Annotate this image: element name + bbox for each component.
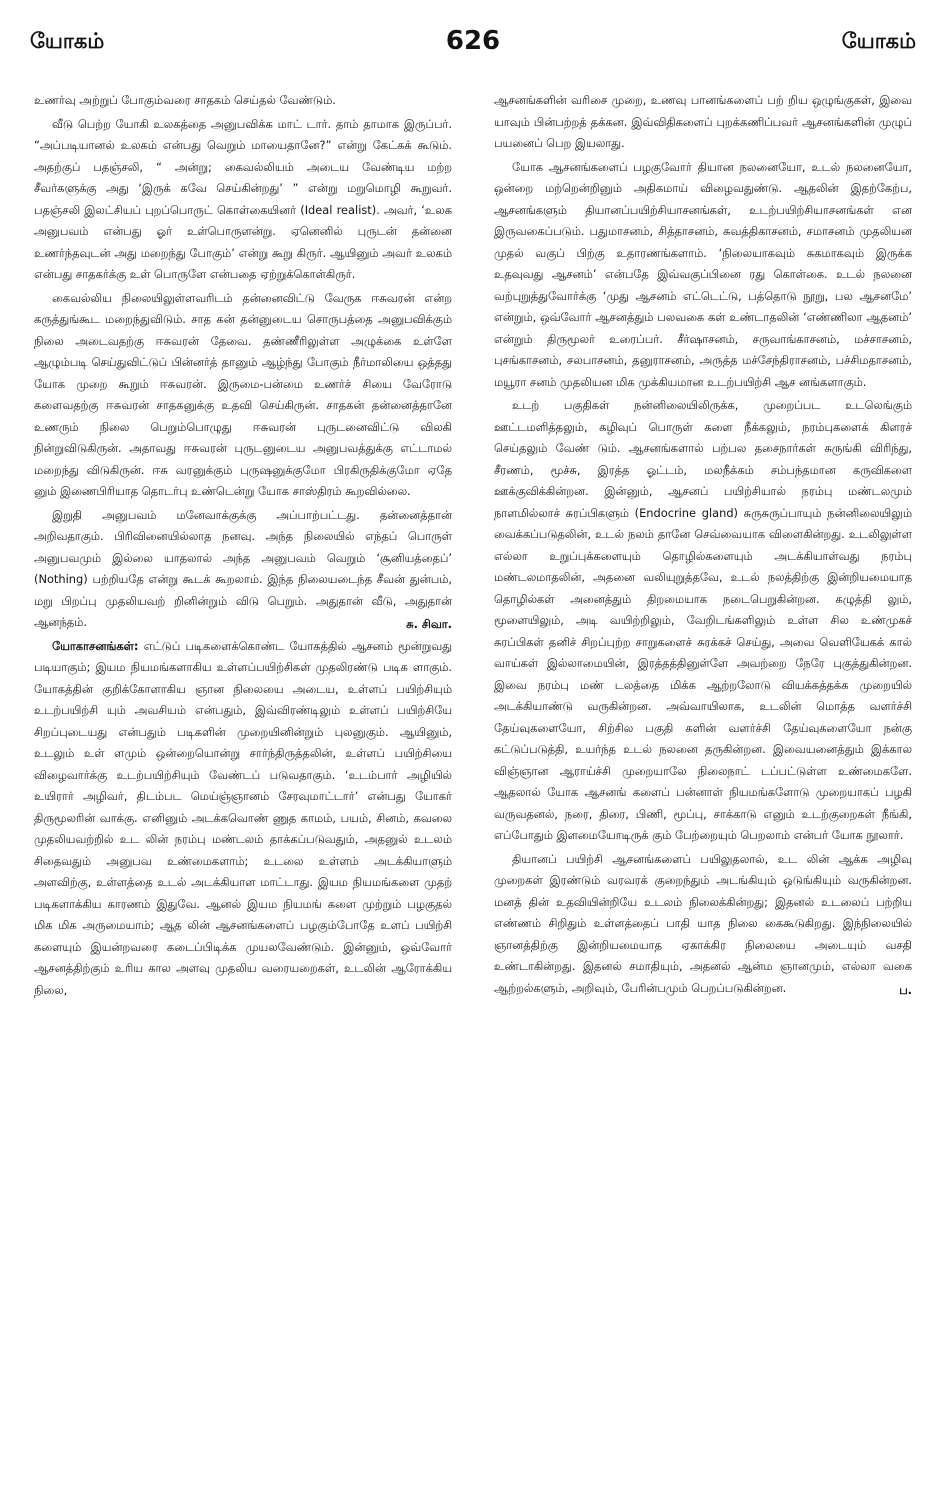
page-header [30, 26, 916, 66]
left-paragraph-1: உணர்வு அற்றுப் போகும்வரை சாதகம் செய்தல் வேண்டும். [34, 93, 336, 107]
author-signature-right: ப. [899, 982, 912, 997]
author-signature-left: சு. சிவா. [406, 617, 452, 631]
right-column [494, 90, 912, 1480]
right-paragraph-3: உடற் பகுதிகள் நன்னிலையிலிருக்க, முறைப்பட உடலெங்கும் ஊட்டமளித்தலும், கழிவுப் பொருள் களை நீக்கலும், நரம்புகளைக் கிளரச் செய்தலும் வேண் டும். ஆசனங்களால் பற்பல தசைநார்கள் சுருங்கி விரிந்து, சீரணம், மூச்சு, இரத்த ஓட்டம், மலநீக்கம் சம்பந்தமான கருவிகளை ஊக்குவிக்கின்றன. இன்னும், ஆசனப் பயிற்சியால் நரம்பு மண்டலமும் நாளமில்லாச் சுரப்பிகளும் (Endocrine gland) சுருசுருப்பாயும் நன்னிலையிலும் வைக்கப்படுதலின், உடல் நலம் தானே செவ்வையாக விளைகின்றது. உடலிலுள்ள எல்லா உறுப்புக்களையும் தொழில்களையும் அடக்கியாள்வது நரம்பு மண்டலமாதலின், அதனை வலியுறுத்தவே, உடல் நலத்திற்கு இன்றியமையாத தொழில்கள் அனைத்தும் திறமையாக நடைபெறுகின்றன. கழுத்தி லும், மூளையிலும், அடி வயிற்றிலும், வேறிடங்களிலும் உள்ள சில உண்முகச் சுரப்பிகள் தனிச் சிறப்புற்ற சாறுகளைச் சுரக்கச் செய்து, அவை வெளியேகக் கால் வாய்கள் இல்லாமையின், இரத்தத்தினுள்ளே அவற்றை நேரே புகுத்துகின்றன. இவை நரம்பு மண் டலத்தை மிக்க ஆற்றலோடு வியக்கத்தக்க முறையில் அடக்கியாண்டு வருகின்றன. அவ்வாயிலாக, உடலின் மொத்த வளர்ச்சி தேய்வுகளையோ, சிற்சில பகுதி களின் வளர்ச்சி தேய்வுகளையோ நன்கு கட்டுப்படுத்தி, உயர்ந்த உடல் நலனை தருகின்றன. இவையனைத்தும் இக்கால விஞ்ஞான ஆராய்ச்சி முறையாலே நிலைநாட் டப்பட்டுள்ள உண்மைகளே. ஆதலால் யோக ஆசனங் களைப் பன்னாள் நியமங்களோடு முறையாகப் பழகி வருவதனல், நரை, திரை, பிணி, மூப்பு, சாக்காடு எனும் உடற்குறைகள் நீங்கி, எப்போதும் இளமையோடிருக் கும் பேற்றையும் பெறலாம் என்பர் யோக நூலார். [494, 398, 912, 842]
running-title-right: யோகம் [841, 29, 916, 53]
right-paragraph-4: தியானப் பயிற்சி ஆசனங்களைப் பயிலுதலால், உட லின் ஆக்க அழிவு முறைகள் இரண்டும் வரவரக் குறைந்தும் அடங்கியும் ஒடுங்கியும் வருகின்றன. மனத் தின் உதவியின்றியே உடலம் நிலைக்கின்றது; இதனல் உடலைப் பற்றிய எண்ணம் சிறிதும் உள்ளத்தைப் பாதி யாத நிலை கைகூடுகிறது. இந்நிலையில் ஞானத்திற்கு இன்றியமையாத ஏகாக்கிர நிலையை அடையும் வசதி உண்டாகின்றது. இதனல் சமாதியும், அதனல் ஆன்ம ஞானமும், எல்லா வகை ஆற்றல்களும், அறிவும், பேரின்பமும் பெறப்படுகின்றன. [494, 851, 912, 995]
page-number: 626 [445, 26, 501, 56]
left-paragraph-4: இறுதி அனுபவம் மனேவாக்குக்கு அப்பாற்பட்டது. தன்னைத்தான் அறிவதாகும். பிரிவினையில்லாத நனவு. அந்த நிலையில் எந்தப் பொருள் அனுபவமும் இல்லை யாதலால் அந்த அனுபவம் வெறும் ‘சூனியத்தைப்’ (Nothing) பற்றியதே என்று கூடக் கூறலாம். இந்த நிலையடைந்த சீவன் துன்பம், மறு பிறப்பு முதலியவற் றினின்றும் விடு பெறும். அதுதான் வீடு, அதுதான் ஆனந்தம். [34, 507, 452, 629]
left-paragraph-5-body: எட்டுப் படிகளைக்கொண்ட யோகத்தில் ஆசனம் மூன்றுவது படியாகும்; இயம நியமங்களாகிய உள்ளப்பயிற்சிகள் முதலிரண்டு படிக ளாகும். யோகத்தின் குறிக்கோளாகிய ஞான நிலையை அடைய, உள்ளப் பயிற்சியும் உடற்பயிற்சி யும் அவசியம் என்பதும், இவ்விரண்டிலும் உள்ளப் பயிற்சியே சிறப்புடையது என்பதும் படிகளின் முறையினின்றும் புலனுகும். ஆயினும், உடலும் உள் ளமும் ஒன்றையொன்று சார்ந்திருத்தலின், உள்ளப் பயிற்சியை விழைவார்க்கு உடற்பயிற்சியும் வேண்டப் படுவதாகும். ‘உடம்பார் அழியில் உயிரார் அழிவர், திடம்பட மெய்ஞ்ஞானம் சேரவுமாட்டார்’ என்பது யோகர் திருமூலரின் வாக்கு. எனினும் அடக்கவொண் ணுத காமம், பயம், சினம், கவலை முதலியவற்றில் உட லின் நரம்பு மண்டலம் தாக்கப்படுவதும், அதனுல் உடலம் சிதைவதும் அனுபவ உண்மைகளாம்; உடலை உள்ளம் அடக்கியாளும் அளவிற்கு, உள்ளத்தை உடல் அடக்கியாள மாட்டாது. இயம நியமங்களை முதற் படிகளாக்கிய காரணம் இதுவே. ஆனல் இயம நியமங் களை முற்றும் பழகுதல் மிக மிக அருமையாம்; ஆத லின் ஆசனங்களைப் பழகும்போதே உளப் பயிற்சி களையும் இயன்றவரை கடைப்பிடிக்க முயலவேண்டும். இன்னும், ஒவ்வோர் ஆசனத்திற்கும் உரிய கால அளவு முதலிய வரையறைகள், உடலின் ஆரோக்கிய நிலை, [34, 638, 452, 997]
section-heading-yogasanas: யோகாசனங்கள்: [52, 638, 139, 653]
left-paragraph-2: வீடு பெற்ற யோகி உலகத்தை அனுபவிக்க மாட் டார். தாம் தாமாக இருப்பர். “அப்படியானல் உலகம் என்பது வெறும் மாயைதானே?” என்று கேட்கக் கூடும். அதற்குப் பதஞ்சலி, “ அன்று; கைவல்லியம் அடைய வேண்டிய மற்ற சீவர்களுக்கு அது ‘இருக் கவே செய்கின்றது’ ” என்று மறுமொழி கூறுவர். பதஞ்சலி இலட்சியப் புறப்பொருட் கொள்கையினர் (Ideal realist). அவர், ‘உலக அனுபவம் என்பது ஓர் உள்பொருளன்று. ஏனெனில் புருடன் தன்னை உணர்ந்தவுடன் அது மறைந்து போகும்’ என்று கூறு கிருர். ஆயினும் அவர் உலகம் என்பது சாதகர்க்கு உள் பொருளே என்பதை ஏற்றுக்கொள்கிருர். [34, 116, 452, 281]
right-paragraph-1: ஆசனங்களின் வரிசை முறை, உணவு பானங்களைப் பற் றிய ஒழுங்குகள், இவை யாவும் பின்பற்றத் தக்கன. இவ்விதிகளைப் புறக்கணிப்பவர் ஆசனங்களின் முழுப் பயனைப் பெற இயலாது. [494, 93, 912, 150]
left-column [34, 90, 452, 1480]
left-paragraph-3: கைவல்லிய நிலையிலுள்ளவரிடம் தன்னைவிட்டு வேருக ஈசுவரன் என்ற கருத்துங்கூட மறைந்துவிடும். சாத கன் தன்னுடைய சொருபத்தை அனுபவிக்கும் நிலை அடைவதற்கு ஈசுவரன் தேவை. தண்ணீரிலுள்ள அழுக்கை உள்ளே ஆழும்படி செய்துவிட்டுப் பின்னர்த் தானும் ஆழ்ந்து போகும் நீர்மாலியை ஒத்தது யோக முறை கூறும் ஈசுவரன். இருமை-பன்மை உணர்ச் சியை வேரோடு களைவதற்கு ஈசுவரன் சாதகனுக்கு உதவி செய்கிருன். சாதகன் தன்னைத்தானே உணரும் நிலை பெறும்பொழுது ஈசுவரன் புருடனைவிட்டு விலகி நின்றுவிடுகிருன். அதாவது ஈசுவரன் புருடனுடைய அனுபவத்துக்கு எட்டாமல் மறைந்து விடுகிருன். ஈசு வரனுக்கும் புருஷனுக்குமோ பிரகிருதிக்குமோ ஏதே னும் இணைபிரியாத தொடர்பு உண்டென்று யோக சாஸ்திரம் கூறவில்லை. [34, 290, 452, 498]
left-paragraph-5 [34, 636, 452, 1002]
running-title-left: யோகம் [30, 29, 105, 53]
right-paragraph-2: யோக ஆசனங்களைப் பழகுவோர் தியான நலனையோ, உடல் நலனையோ, ஒன்றை மற்றென்றினும் அதிகமாய் விழைவதுண்டு. ஆதலின் இதற்கேற்ப, ஆசனங்களும் தியானப்பயிற்சியாசனங்கள், உடற்பயிற்சியாசனங்கள் என இருவகைப்படும். பதுமாசனம், சித்தாசனம், சுவத்திகாசனம், சமாசனம் முதலியன முதல் வகுப் பிற்கு உதாரணங்களாம். ‘நிலையாகவும் சுகமாகவும் இருக்க உதவுவது ஆசனம்’ என்பதே இவ்வகுப்பினை ரது கொள்கை. உடல் நலனை வற்புறுத்துவோர்க்கு ‘முது ஆசனம் எட்டெட்டு, பத்தொடு நூறு, பல ஆசனமே’ என்றும், ஒவ்வோர் ஆசனத்தும் பலவகை கள் உண்டாதலின் ‘எண்ணிலா ஆதனம்’ என்றும் திருமூலர் உரைப்பர். சீர்ஷாசனம், சருவாங்காசனம், மச்சாசனம், புசங்காசனம், சலபாசனம், தனுராசனம், அருத்த மச்சேந்திராசனம், பச்சிமதாசனம், மயூரா சனம் முதலியன மிக முக்கியமான உடற்பயிற்சி ஆச னங்களாகும். [494, 159, 912, 389]
